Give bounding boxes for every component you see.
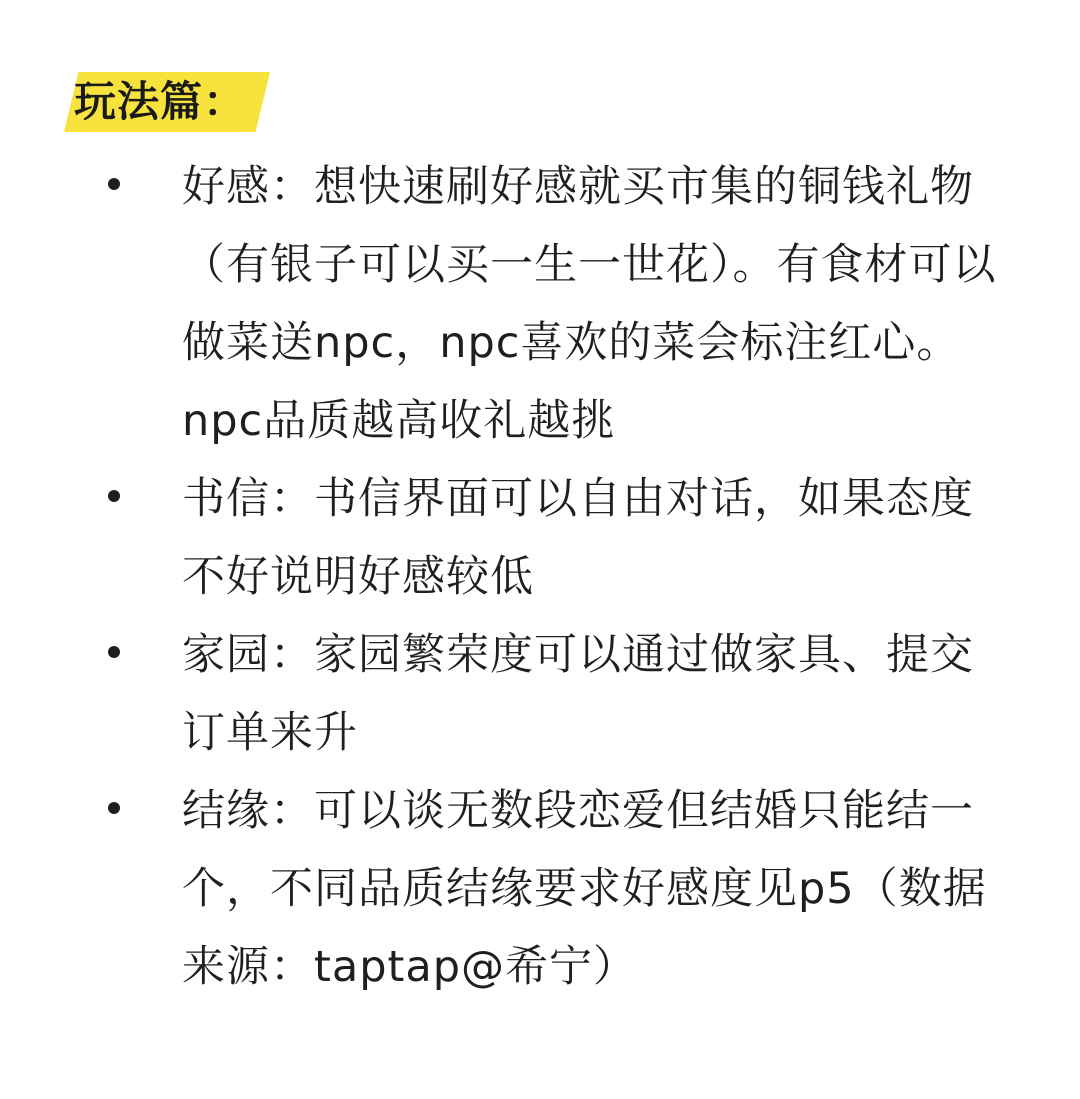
list-item-text <box>182 616 1000 772</box>
bullet-icon <box>108 646 120 658</box>
list-item-text <box>182 772 1000 1006</box>
list-item <box>0 460 1080 616</box>
heading-title: 玩法篇： <box>74 77 247 126</box>
item-body: 想快速刷好感就买市集的铜钱礼物（有银子可以买一生一世花）。有食材可以做菜送npc，npc喜欢的菜会标注红心。npc品质越高收礼越挑 <box>182 162 997 446</box>
bullet-icon <box>108 490 120 502</box>
bullet-icon <box>108 802 120 814</box>
item-label: 好感： <box>182 162 314 212</box>
section-heading <box>64 72 274 132</box>
list-item <box>0 148 1080 460</box>
bullet-icon <box>108 178 120 190</box>
item-body: 家园繁荣度可以通过做家具、提交订单来升 <box>182 630 974 758</box>
list-item-text <box>182 148 1000 460</box>
item-label: 结缘： <box>182 786 314 836</box>
item-label: 家园： <box>182 630 314 680</box>
list-item <box>0 772 1080 1006</box>
gameplay-tips-list <box>0 148 1080 1006</box>
list-item-text <box>182 460 1000 616</box>
item-label: 书信： <box>182 474 314 524</box>
item-body: 书信界面可以自由对话，如果态度不好说明好感较低 <box>182 474 974 602</box>
list-item <box>0 616 1080 772</box>
item-body: 可以谈无数段恋爱但结婚只能结一个，不同品质结缘要求好感度见p5（数据来源：taptap@希宁） <box>182 786 987 992</box>
